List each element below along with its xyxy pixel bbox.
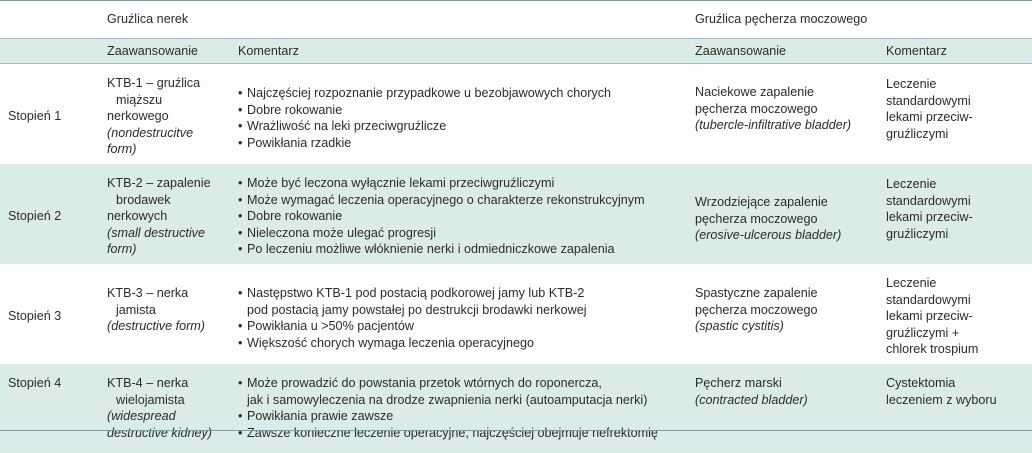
list-item: • Zawsze konieczne leczenie operacyjne, najczęściej obejmuje nefrektomię bbox=[238, 425, 687, 442]
bladder-stage-cell bbox=[687, 364, 877, 453]
kidney-comment-cell bbox=[229, 64, 687, 164]
bladder-comment-cell bbox=[877, 164, 1032, 264]
bladder-stage-line: pęcherza moczowego bbox=[695, 302, 818, 317]
kidney-stage-italic: form) bbox=[107, 242, 137, 257]
stage-label: Stopień 4 bbox=[0, 364, 96, 453]
kidney-comment-cell bbox=[229, 264, 687, 364]
list-item-text: Następstwo KTB-1 pod postacią podkorowej jamy lub KTB-2 bbox=[247, 285, 585, 300]
kidney-group-title: Gruźlica nerek bbox=[96, 1, 687, 39]
bladder-comment-cell bbox=[877, 264, 1032, 364]
kidney-stage-cell bbox=[96, 64, 229, 164]
bladder-group-title: Gruźlica pęcherza moczowego bbox=[687, 1, 1032, 39]
kidney-stage-cell bbox=[96, 164, 229, 264]
bladder-comment-line: gruźliczymi + bbox=[886, 325, 960, 340]
kidney-stage-italic: form) bbox=[107, 142, 137, 157]
kidney-stage-line: miąższu bbox=[116, 92, 163, 107]
bladder-comment-line: Leczenie bbox=[886, 77, 937, 91]
bladder-comment-line: gruźliczymi bbox=[886, 126, 949, 141]
bottom-rule bbox=[0, 430, 1032, 431]
bladder-comment-line: Leczenie bbox=[886, 176, 937, 191]
kidney-stage-italic: (destructive form) bbox=[107, 319, 205, 334]
kidney-stage-italic: destructive kidney) bbox=[107, 425, 212, 440]
kidney-stage-line: wielojamista bbox=[116, 392, 185, 407]
list-item: • Dobre rokowanie bbox=[238, 208, 687, 225]
table-row bbox=[0, 364, 1032, 453]
bladder-stage-line: Spastyczne zapalenie bbox=[695, 285, 818, 300]
col-kidney-stage: Zaawansowanie bbox=[96, 39, 229, 64]
col-kidney-comment: Komentarz bbox=[229, 39, 687, 64]
table-row bbox=[0, 164, 1032, 264]
bladder-comment-line: leczeniem z wyboru bbox=[886, 392, 997, 407]
bladder-comment-cell bbox=[877, 64, 1032, 164]
header-empty-2 bbox=[0, 39, 96, 64]
list-item: • Powikłania prawie zawsze bbox=[238, 408, 687, 425]
kidney-comment-cell bbox=[229, 164, 687, 264]
kidney-stage-line: brodawek bbox=[116, 192, 171, 207]
list-item: • Najczęściej rozpoznanie przypadkowe u bezobjawowych chorych bbox=[238, 85, 687, 102]
kidney-stage-line: KTB-1 – gruźlica bbox=[107, 76, 201, 90]
list-item: • Powikłania rzadkie bbox=[238, 135, 687, 152]
kidney-stage-cell bbox=[96, 264, 229, 364]
kidney-stage-line: KTB-3 – nerka bbox=[107, 285, 189, 300]
kidney-stage-line: jamista bbox=[116, 302, 156, 317]
bladder-stage-cell bbox=[687, 164, 877, 264]
bladder-comment-line: Leczenie bbox=[886, 275, 937, 290]
list-item: • Większość chorych wymaga leczenia operacyjnego bbox=[238, 335, 687, 352]
kidney-stage-italic: (widespread bbox=[107, 409, 176, 424]
list-item: • Wrażliwość na leki przeciwgruźlicze bbox=[238, 118, 687, 135]
list-item: • Może być leczona wyłącznie lekami przeciwgruźliczymi bbox=[238, 175, 687, 192]
bladder-comment-cell bbox=[877, 364, 1032, 453]
bladder-comment-line: gruźliczymi bbox=[886, 226, 949, 241]
bladder-stage-line: Wrzodziejące zapalenie bbox=[695, 194, 828, 209]
table-row bbox=[0, 264, 1032, 364]
kidney-stage-line: nerkowego bbox=[107, 109, 169, 124]
list-item bbox=[238, 285, 687, 318]
bladder-stage-cell bbox=[687, 264, 877, 364]
header-row-groups bbox=[0, 1, 1032, 39]
bladder-stage-italic: (spastic cystitis) bbox=[695, 319, 784, 334]
bladder-comment-line: standardowymi bbox=[886, 193, 971, 208]
list-item: • Powikłania u >50% pacjentów bbox=[238, 318, 687, 335]
bladder-comment-line: Cystektomia bbox=[886, 375, 956, 390]
bladder-comment-line: lekami przeciw- bbox=[886, 210, 973, 225]
bladder-stage-line: pęcherza moczowego bbox=[695, 211, 818, 226]
bladder-stage-line: pęcherza moczowego bbox=[695, 101, 818, 116]
stage-label: Stopień 2 bbox=[0, 164, 96, 264]
bladder-comment-line: lekami przeciw- bbox=[886, 110, 973, 125]
bladder-stage-italic: (contracted bladder) bbox=[695, 392, 808, 407]
bladder-stage-italic: (erosive-ulcerous bladder) bbox=[695, 228, 842, 243]
kidney-stage-line: KTB-2 – zapalenie bbox=[107, 175, 211, 190]
col-bladder-comment: Komentarz bbox=[877, 39, 1032, 64]
list-item: • Po leczeniu możliwe włóknienie nerki i odmiedniczkowe zapalenia bbox=[238, 241, 687, 258]
kidney-stage-line: KTB-4 – nerka bbox=[107, 375, 189, 390]
bladder-comment-line: standardowymi bbox=[886, 292, 971, 307]
header-row-columns bbox=[0, 39, 1032, 64]
stage-label: Stopień 3 bbox=[8, 309, 62, 324]
bladder-comment-line: standardowymi bbox=[886, 93, 971, 108]
list-item-text: Może prowadzić do powstania przetok wtórnych do roponercza, bbox=[247, 375, 602, 390]
list-item bbox=[238, 375, 687, 408]
bladder-stage-italic: (tubercle-infiltrative bladder) bbox=[695, 118, 852, 133]
stage-label: Stopień 1 bbox=[8, 109, 62, 124]
list-item: • Nieleczona może ulegać progresji bbox=[238, 225, 687, 242]
list-item: • Może wymagać leczenia operacyjnego o charakterze rekonstrukcyjnym bbox=[238, 192, 687, 209]
bladder-stage-line: Naciekowe zapalenie bbox=[695, 85, 815, 99]
bladder-comment-line: lekami przeciw- bbox=[886, 309, 973, 324]
kidney-stage-italic: (nondestrucitve bbox=[107, 125, 194, 140]
list-item-continuation: pod postacią jamy powstałej po destrukcji brodawki nerkowej bbox=[247, 302, 587, 317]
col-bladder-stage: Zaawansowanie bbox=[687, 39, 877, 64]
kidney-stage-line: nerkowych bbox=[107, 209, 168, 224]
kidney-stage-cell bbox=[96, 364, 229, 453]
kidney-stage-italic: (small destructive bbox=[107, 225, 205, 240]
bladder-stage-line: Pęcherz marski bbox=[695, 375, 782, 390]
table-row bbox=[0, 64, 1032, 164]
list-item: • Dobre rokowanie bbox=[238, 102, 687, 119]
bladder-stage-cell bbox=[687, 64, 877, 164]
bladder-comment-line: chlorek trospium bbox=[886, 342, 979, 357]
header-empty bbox=[0, 1, 96, 39]
kidney-comment-cell bbox=[229, 364, 687, 453]
list-item-continuation: jak i samowyleczenia na drodze zwapnienia nerki (autoamputacja nerki) bbox=[247, 392, 648, 407]
